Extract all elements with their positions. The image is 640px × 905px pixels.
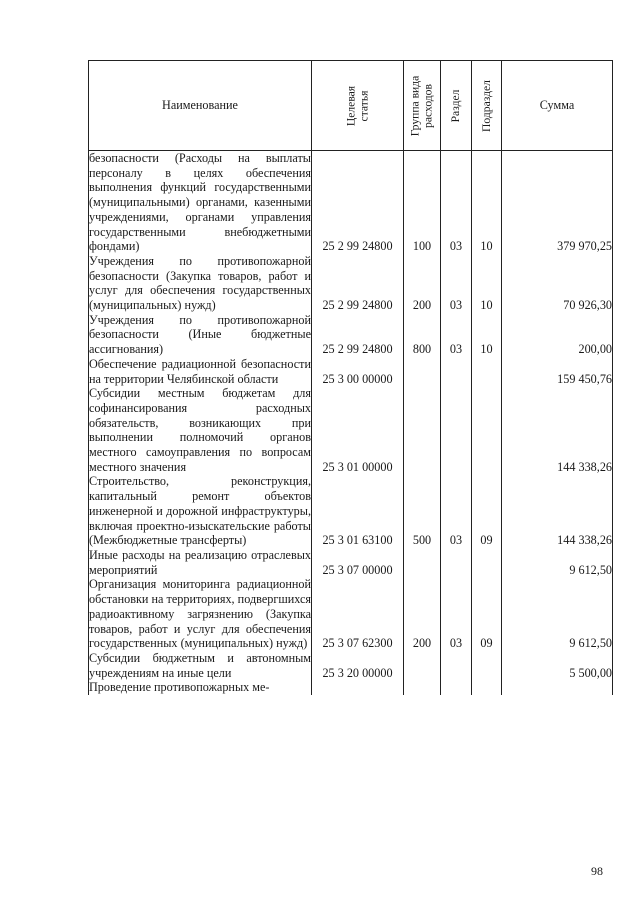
table-row [89, 577, 613, 651]
table-row [89, 357, 613, 386]
page-number: 98 [591, 864, 603, 878]
table-row [89, 254, 613, 313]
budget-table [88, 60, 613, 695]
row-subsection-cell [472, 386, 502, 474]
row-target-article-cell: 25 3 20 00000 [312, 651, 404, 680]
row-sum-cell: 70 926,30 [502, 254, 613, 313]
header-expense-group: Группа вида расходов [404, 61, 441, 151]
row-sum-cell: 144 338,26 [502, 386, 613, 474]
row-subsection-cell: 10 [472, 313, 502, 357]
row-name-cell: Строительство, реконструкция, капитальный ремонт объектов инженерной и дорожной инфраструктуры, включая проектно-изыскательские работы (Межбюджетные трансферты) [89, 474, 311, 548]
row-sum-cell: 5 500,00 [502, 651, 613, 680]
row-target-article-cell: 25 3 07 00000 [312, 548, 404, 577]
table-row [89, 548, 613, 577]
row-section-cell: 03 [441, 474, 472, 548]
row-name-cell: Обеспечение радиационной безопасности на территории Челябинской области [89, 356, 311, 386]
row-section-cell: 03 [441, 151, 472, 254]
row-expense-group-cell: 800 [404, 313, 441, 357]
row-name-cell: Проведение противопожарных ме- [89, 680, 312, 695]
row-expense-group-cell [404, 386, 441, 474]
row-section-cell: 03 [441, 313, 472, 357]
row-expense-group-cell: 200 [404, 254, 441, 313]
header-subsection: Подраздел [472, 61, 502, 151]
row-name-cell: безопасности (Расходы на выплаты персоналу в целях обеспечения выполнения функций государственными (муниципальными) органами, казенными учреждениями, органами управления государственными внебюджетными фондами) [89, 151, 311, 254]
row-target-article-cell: 25 2 99 24800 [312, 151, 404, 254]
header-name: Наименование [89, 61, 312, 151]
row-target-article-cell [312, 680, 404, 695]
row-subsection-cell [472, 680, 502, 695]
row-sum-cell: 9 612,50 [502, 577, 613, 651]
row-expense-group-cell [404, 548, 441, 577]
row-expense-group-cell: 100 [404, 151, 441, 254]
row-section-cell: 03 [441, 577, 472, 651]
header-sum: Сумма [502, 61, 613, 151]
row-subsection-cell: 09 [472, 474, 502, 548]
row-section-cell [441, 680, 472, 695]
row-name-cell: Учреждения по противопожарной безопасности (Иные бюджетные ассигнования) [89, 312, 311, 357]
row-subsection-cell [472, 357, 502, 386]
row-expense-group-cell [404, 651, 441, 680]
row-sum-cell: 379 970,25 [502, 151, 613, 254]
table-header-row [89, 61, 613, 151]
table-row [89, 313, 613, 357]
row-subsection-cell [472, 651, 502, 680]
row-expense-group-cell [404, 680, 441, 695]
header-target-article: Целевая статья [312, 61, 404, 151]
row-section-cell [441, 548, 472, 577]
row-section-cell [441, 357, 472, 386]
row-target-article-cell: 25 3 01 63100 [312, 474, 404, 548]
row-section-cell [441, 386, 472, 474]
row-sum-cell: 200,00 [502, 313, 613, 357]
row-target-article-cell: 25 3 00 00000 [312, 357, 404, 386]
row-name-cell: Иные расходы на реализацию отраслевых мероприятий [89, 547, 311, 577]
row-target-article-cell: 25 3 07 62300 [312, 577, 404, 651]
row-subsection-cell: 10 [472, 151, 502, 254]
table-row [89, 651, 613, 680]
row-expense-group-cell: 200 [404, 577, 441, 651]
table-row [89, 386, 613, 474]
row-name-cell: Учреждения по противопожарной безопасности (Закупка товаров, работ и услуг для обеспечения государственных (муниципальных) нужд) [89, 253, 311, 313]
row-section-cell [441, 651, 472, 680]
row-sum-cell [502, 680, 613, 695]
row-subsection-cell: 10 [472, 254, 502, 313]
row-sum-cell: 144 338,26 [502, 474, 613, 548]
table-row [89, 474, 613, 548]
header-section: Раздел [441, 61, 472, 151]
row-target-article-cell: 25 2 99 24800 [312, 254, 404, 313]
row-expense-group-cell [404, 357, 441, 386]
row-subsection-cell: 09 [472, 577, 502, 651]
row-name-cell: Субсидии местным бюджетам для софинансирования расходных обязательств, возникающих при выполнении полномочий органов местного самоуправления по вопросам местного значения [89, 386, 311, 474]
row-sum-cell: 159 450,76 [502, 357, 613, 386]
table-row [89, 680, 613, 695]
row-target-article-cell: 25 3 01 00000 [312, 386, 404, 474]
row-sum-cell: 9 612,50 [502, 548, 613, 577]
row-subsection-cell [472, 548, 502, 577]
row-name-cell: Субсидии бюджетным и автономным учреждениям на иные цели [89, 650, 311, 680]
row-name-cell: Организация мониторинга радиационной обстановки на территориях, подвергшихся радиоактивному загрязнению (Закупка товаров, работ и услуг для обеспечения государственных (муниципальных) нужд) [89, 577, 311, 651]
table-row [89, 151, 613, 254]
row-section-cell: 03 [441, 254, 472, 313]
row-expense-group-cell: 500 [404, 474, 441, 548]
row-target-article-cell: 25 2 99 24800 [312, 313, 404, 357]
